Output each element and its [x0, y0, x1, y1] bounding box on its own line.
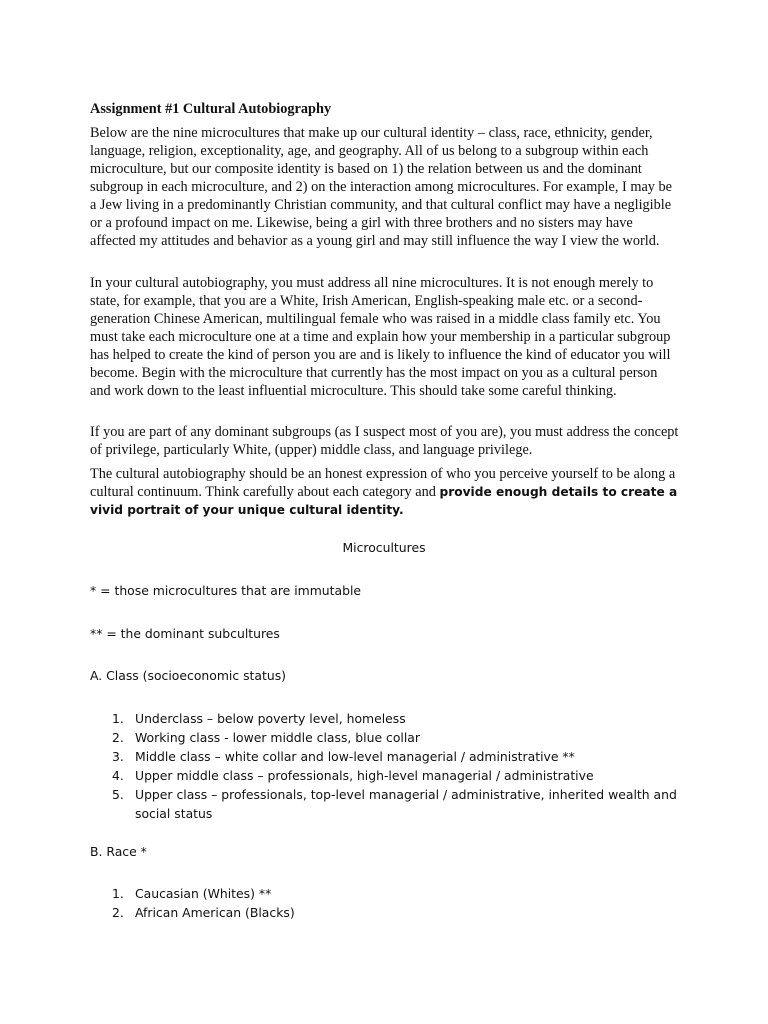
list-item-text: African American (Blacks) [135, 905, 295, 920]
list-item [90, 785, 690, 823]
list-item [90, 747, 690, 766]
expression-paragraph-emphasis: provide enough details to create a vivid portrait of your unique cultural identity. [90, 485, 678, 517]
list-item-text: Underclass – below poverty level, homeless [135, 711, 406, 726]
list-number: 5. [112, 787, 124, 802]
expression-paragraph-text: The cultural autobiography should be an honest expression of who you perceive yourself to be along a cultural continuum. Think carefully about each category and [90, 466, 676, 500]
legend-immutable: * = those microcultures that are immutable [90, 583, 362, 598]
list-item-text: Upper class – professionals, top-level managerial / administrative, inherited wealth and social status [135, 787, 677, 821]
list-item-text: Middle class – white collar and low-level managerial / administrative ** [135, 749, 575, 764]
class-heading: A. Class (socioeconomic status) [90, 668, 286, 683]
list-item-text: Upper middle class – professionals, high-level managerial / administrative [135, 768, 594, 783]
list-item-text: Working class - lower middle class, blue collar [135, 730, 420, 745]
list-item [90, 709, 690, 728]
list-number: 2. [112, 905, 124, 920]
class-list [90, 709, 690, 823]
list-item-text: Caucasian (Whites) ** [135, 886, 272, 901]
legend-dominant: ** = the dominant subcultures [90, 626, 280, 641]
expression-paragraph [90, 465, 680, 519]
list-item [90, 884, 690, 903]
list-number: 4. [112, 768, 124, 783]
list-number: 1. [112, 886, 124, 901]
list-item [90, 766, 690, 785]
list-number: 2. [112, 730, 124, 745]
intro-paragraph: Below are the nine microcultures that make up our cultural identity – class, race, ethnicity, gender, language, religion, exceptionality, age, and geography. All of us belong to a subgroup within each microculture, but our composite identity is based on 1) the relation between us and the dominant subgroup in each microculture, and 2) on the interaction among microcultures. For example, I may be a Jew living in a predominantly Christian community, and that cultural conflict may have a negligible or a profound impact on me. Likewise, being a girl with three brothers and no sisters may have affected my attitudes and behavior as a young girl and may still influence the way I view the world. [90, 125, 673, 249]
instructions-paragraph: In your cultural autobiography, you must address all nine microcultures. It is not enough merely to state, for example, that you are a White, Irish American, English-speaking male etc. or a second-generation Chinese American, multilingual female who was raised in a middle class family etc. You must take each microculture one at a time and explain how your membership in a particular subgroup has helped to create the kind of person you are and is likely to influence the kind of educator you will become. Begin with the microculture that currently has the most impact on you as a cultural person and work down to the least influential microculture. This should take some careful thinking. [90, 275, 671, 399]
privilege-paragraph: If you are part of any dominant subgroups (as I suspect most of you are), you must address the concept of privilege, particularly White, (upper) middle class, and language privilege. [90, 424, 679, 458]
race-heading: B. Race * [90, 844, 147, 859]
document-title: Assignment #1 Cultural Autobiography [90, 101, 332, 117]
race-list [90, 884, 690, 922]
list-item [90, 903, 690, 922]
list-number: 3. [112, 749, 124, 764]
microcultures-heading: Microcultures [342, 540, 426, 555]
list-number: 1. [112, 711, 124, 726]
list-item [90, 728, 690, 747]
